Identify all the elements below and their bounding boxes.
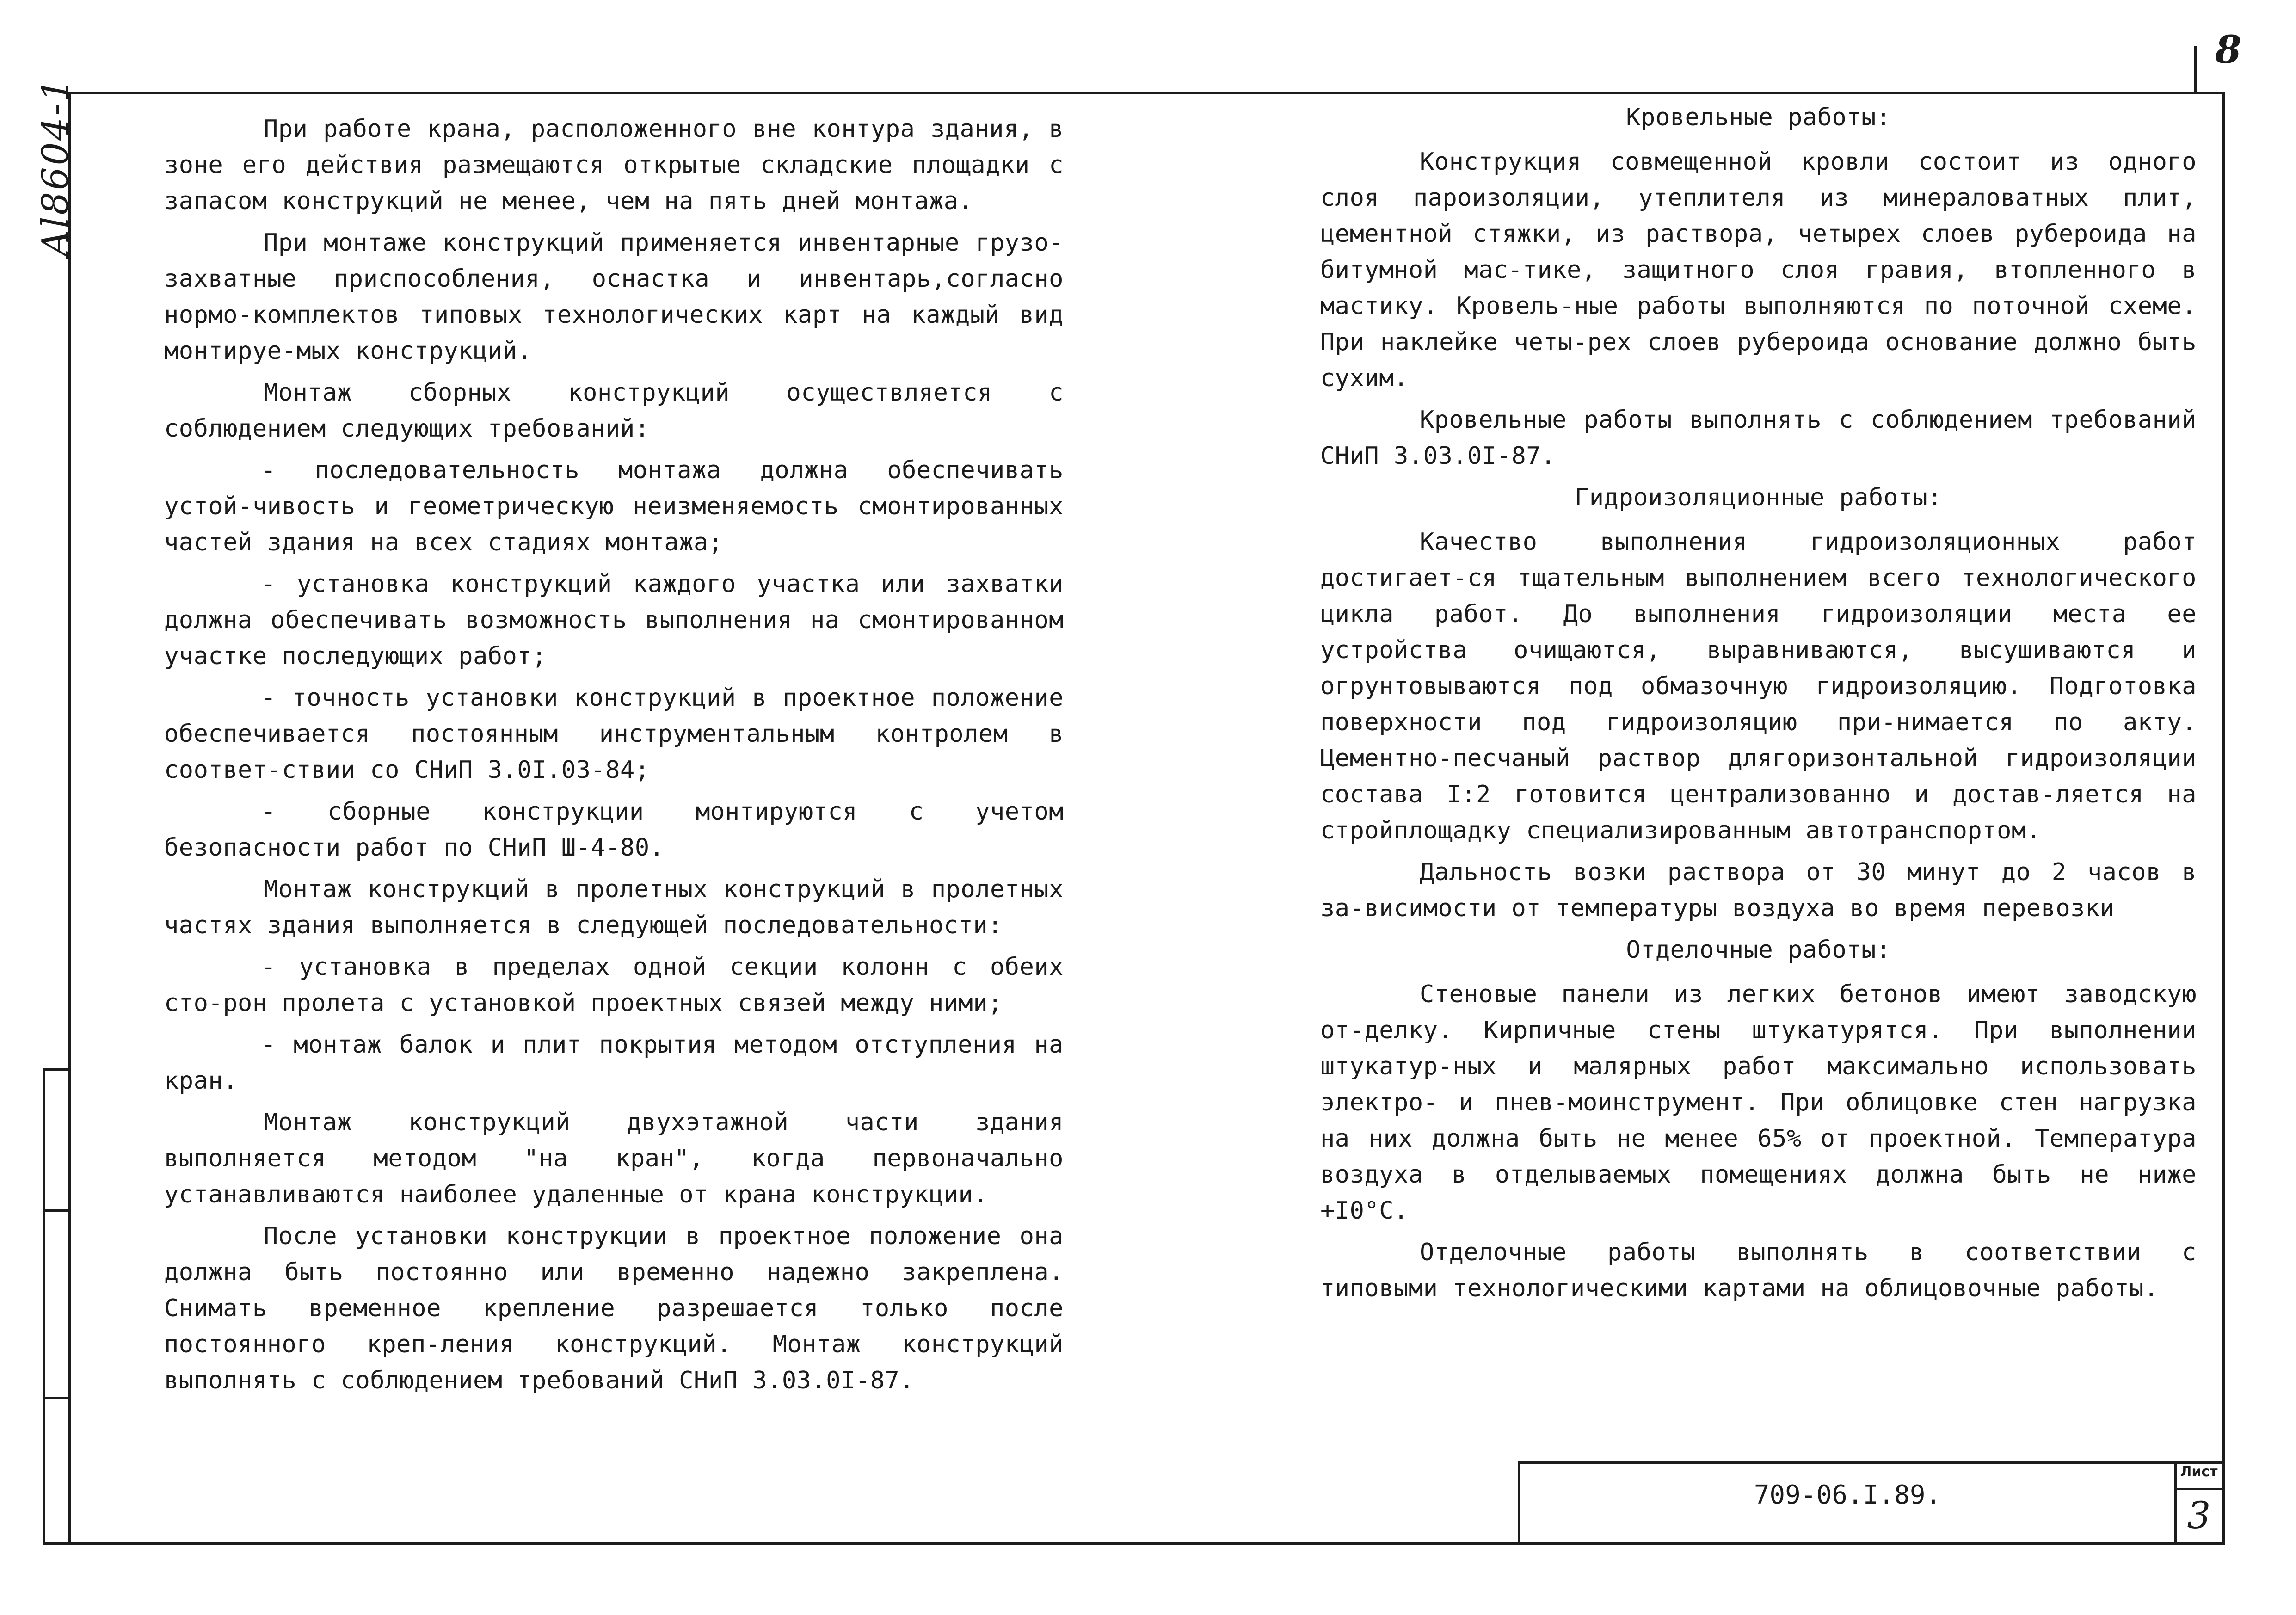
sheet-label: Лист xyxy=(2180,1464,2218,1480)
body-paragraph: Кровельные работы выполнять с соблюдением требований СНиП 3.03.0I-87. xyxy=(1320,406,2197,470)
body-paragraph: Монтаж конструкций двухэтажной части здания выполняется методом "на кран", когда первоначально устанавливаются наиболее удаленные от крана конструкции. xyxy=(164,1109,1064,1208)
side-archive-code-text: Al8604-1 xyxy=(35,77,76,256)
body-paragraph: При работе крана, расположенного вне контура здания, в зоне его действия размещаются открытые складские площадки с запасом конструкций не менее, чем на пять дней монтажа. xyxy=(164,115,1064,215)
margin-box-outer xyxy=(43,1068,45,1545)
sheet-number: 3 xyxy=(2187,1494,2211,1537)
body-paragraph: При монтаже конструкций применяется инвентарные грузо-захватные приспособления, оснастка и инвентарь,согласно нормо-комплектов типовых технологических карт на каждый вид монтируе-мых конструкций. xyxy=(164,229,1064,365)
body-paragraph: Монтаж сборных конструкций осуществляется с соблюдением следующих требований: xyxy=(164,379,1064,443)
section-heading: Отделочные работы: xyxy=(1626,936,1891,964)
frame-bottom-border xyxy=(43,1542,2225,1545)
side-archive-code xyxy=(32,60,79,273)
body-paragraph: Качество выполнения гидроизоляционных работ достигает-ся тщательным выполнением всего технологического цикла работ. До выполнения гидроизоляции места ее устройства очищаются, выравниваются, высушиваются и огрунтовываются под обмазочную гидроизоляцию. Подготовка поверхности под гидроизоляцию при-нимается по акту. Цементно-песчаный раствор длягоризонтальной гидроизоляции состава I:2 готовится централизованно и достав-ляется на стройплощадку специализированным автотранспортом. xyxy=(1320,528,2197,844)
section-heading: Кровельные работы: xyxy=(1626,104,1891,131)
margin-box-line-1 xyxy=(43,1068,70,1071)
list-item-paragraph: - последовательность монтажа должна обеспечивать устой-чивость и геометрическую неизменяемость смонтированных частей здания на всех стадиях монтажа; xyxy=(164,456,1064,556)
title-block-sheet-line xyxy=(2174,1488,2224,1490)
margin-box-line-3 xyxy=(43,1397,70,1399)
body-paragraph: Дальность возки раствора от 30 минут до 2 часов в за-висимости от температуры воздуха во время перевозки xyxy=(1320,858,2197,922)
body-paragraph: Стеновые панели из легких бетонов имеют заводскую от-делку. Кирпичные стены штукатурятся. При выполнении штукатур-ных и малярных работ максимально использовать электро- и пнев-моинструмент. При облицовке стен нагрузка на них должна быть не менее 65% от проектной. Температура воздуха в отделываемых помещениях должна быть не ниже +I0°С. xyxy=(1320,980,2197,1225)
title-block-top xyxy=(1519,1461,2224,1464)
list-item-paragraph: - сборные конструкции монтируются с учетом безопасности работ по СНиП Ш-4-80. xyxy=(164,798,1064,862)
margin-box-line-2 xyxy=(43,1209,70,1212)
list-item-paragraph: - установка конструкций каждого участка или захватки должна обеспечивать возможность выполнения на смонтированном участке последующих работ; xyxy=(164,570,1064,670)
left-text-column xyxy=(164,111,1064,1404)
section-heading: Гидроизоляционные работы: xyxy=(1574,484,1943,512)
body-paragraph: Конструкция совмещенной кровли состоит из одного слоя пароизоляции, утеплителя из минераловатных плит, цементной стяжки, из раствора, четырех слоев рубероида на битумной мас-тике, защитного слоя гравия, втопленного в мастику. Кровель-ные работы выполняются по поточной схеме. При наклейке четы-рех слоев рубероида основание должно быть сухим. xyxy=(1320,148,2197,392)
right-text-column xyxy=(1320,99,2197,1312)
corner-box-left xyxy=(2194,46,2197,92)
corner-page-number: 8 xyxy=(2215,28,2242,72)
list-item-paragraph: - точность установки конструкций в проектное положение обеспечивается постоянным инструментальным контролем в соответ-ствии со СНиП 3.0I.03-84; xyxy=(164,684,1064,784)
body-paragraph: После установки конструкции в проектное положение она должна быть постоянно или временно надежно закреплена. Снимать временное крепление разрешается только после постоянного креп-ления конструкций. Монтаж конструкций выполнять с соблюдением требований СНиП 3.03.0I-87. xyxy=(164,1222,1064,1394)
frame-right-border xyxy=(2222,92,2225,1545)
frame-top-border xyxy=(68,92,2223,94)
body-paragraph: Отделочные работы выполнять в соответствии с типовыми технологическими картами на облицовочные работы. xyxy=(1320,1239,2197,1302)
body-paragraph: Монтаж конструкций в пролетных конструкций в пролетных частях здания выполняется в следующей последовательности: xyxy=(164,875,1064,939)
frame-left-border xyxy=(68,92,71,1545)
list-item-paragraph: - монтаж балок и плит покрытия методом отступления на кран. xyxy=(164,1031,1064,1095)
document-number: 709-06.I.89. xyxy=(1754,1480,1941,1510)
title-block-left xyxy=(1518,1461,1520,1545)
list-item-paragraph: - установка в пределах одной секции колонн с обеих сто-рон пролета с установкой проектных связей между ними; xyxy=(164,953,1064,1017)
